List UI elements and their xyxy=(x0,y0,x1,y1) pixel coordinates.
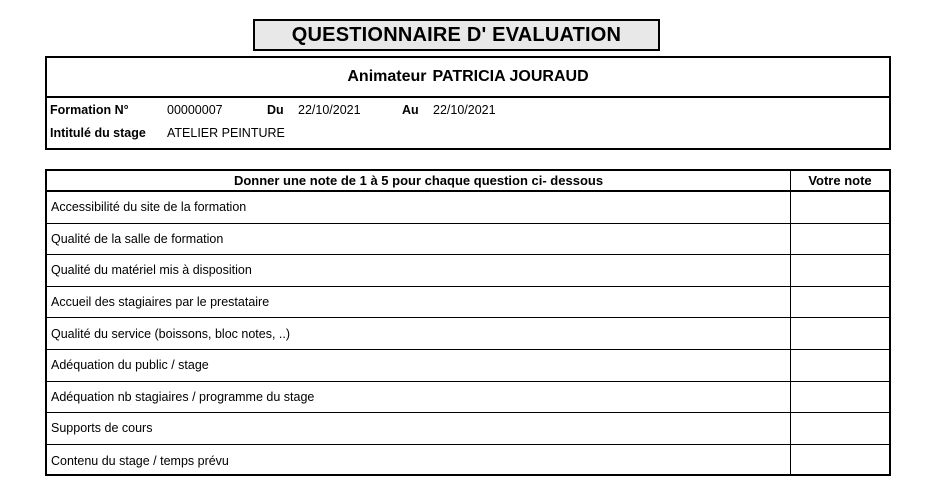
course-title-row xyxy=(47,121,889,144)
question-cell: Qualité du matériel mis à disposition xyxy=(47,255,791,286)
trainer-heading xyxy=(47,58,889,98)
table-row xyxy=(47,445,889,477)
note-cell[interactable] xyxy=(791,318,889,349)
formation-number-label: Formation N° xyxy=(50,103,129,117)
note-cell[interactable] xyxy=(791,224,889,255)
table-row xyxy=(47,192,889,224)
table-header xyxy=(47,171,889,192)
trainer-label: Animateur xyxy=(347,68,427,85)
note-cell[interactable] xyxy=(791,445,889,477)
question-cell: Accueil des stagiaires par le prestataire xyxy=(47,287,791,318)
question-cell: Qualité du service (boissons, bloc notes, ..) xyxy=(47,318,791,349)
note-cell[interactable] xyxy=(791,287,889,318)
course-title-value: ATELIER PEINTURE xyxy=(167,126,285,140)
question-column-header: Donner une note de 1 à 5 pour chaque question ci- dessous xyxy=(47,171,791,190)
note-cell[interactable] xyxy=(791,413,889,444)
table-row xyxy=(47,350,889,382)
note-cell[interactable] xyxy=(791,382,889,413)
question-cell: Contenu du stage / temps prévu xyxy=(47,445,791,477)
question-cell: Supports de cours xyxy=(47,413,791,444)
course-title-label: Intitulé du stage xyxy=(50,126,146,140)
formation-number-value: 00000007 xyxy=(167,103,223,117)
end-date-label: Au xyxy=(402,103,419,117)
note-column-header: Votre note xyxy=(808,173,872,188)
question-cell: Qualité de la salle de formation xyxy=(47,224,791,255)
training-info-panel xyxy=(45,56,891,150)
evaluation-table xyxy=(45,169,891,476)
question-cell: Adéquation du public / stage xyxy=(47,350,791,381)
page-title: QUESTIONNAIRE D' EVALUATION xyxy=(253,19,660,51)
table-row xyxy=(47,413,889,445)
table-row xyxy=(47,318,889,350)
table-row xyxy=(47,255,889,287)
trainer-name: PATRICIA JOURAUD xyxy=(432,68,589,85)
start-date-label: Du xyxy=(267,103,284,117)
note-cell[interactable] xyxy=(791,350,889,381)
end-date-value: 22/10/2021 xyxy=(433,103,496,117)
table-row xyxy=(47,224,889,256)
question-cell: Accessibilité du site de la formation xyxy=(47,192,791,223)
note-cell[interactable] xyxy=(791,255,889,286)
note-cell[interactable] xyxy=(791,192,889,223)
start-date-value: 22/10/2021 xyxy=(298,103,361,117)
question-cell: Adéquation nb stagiaires / programme du stage xyxy=(47,382,791,413)
formation-row xyxy=(47,98,889,121)
table-row xyxy=(47,287,889,319)
table-row xyxy=(47,382,889,414)
